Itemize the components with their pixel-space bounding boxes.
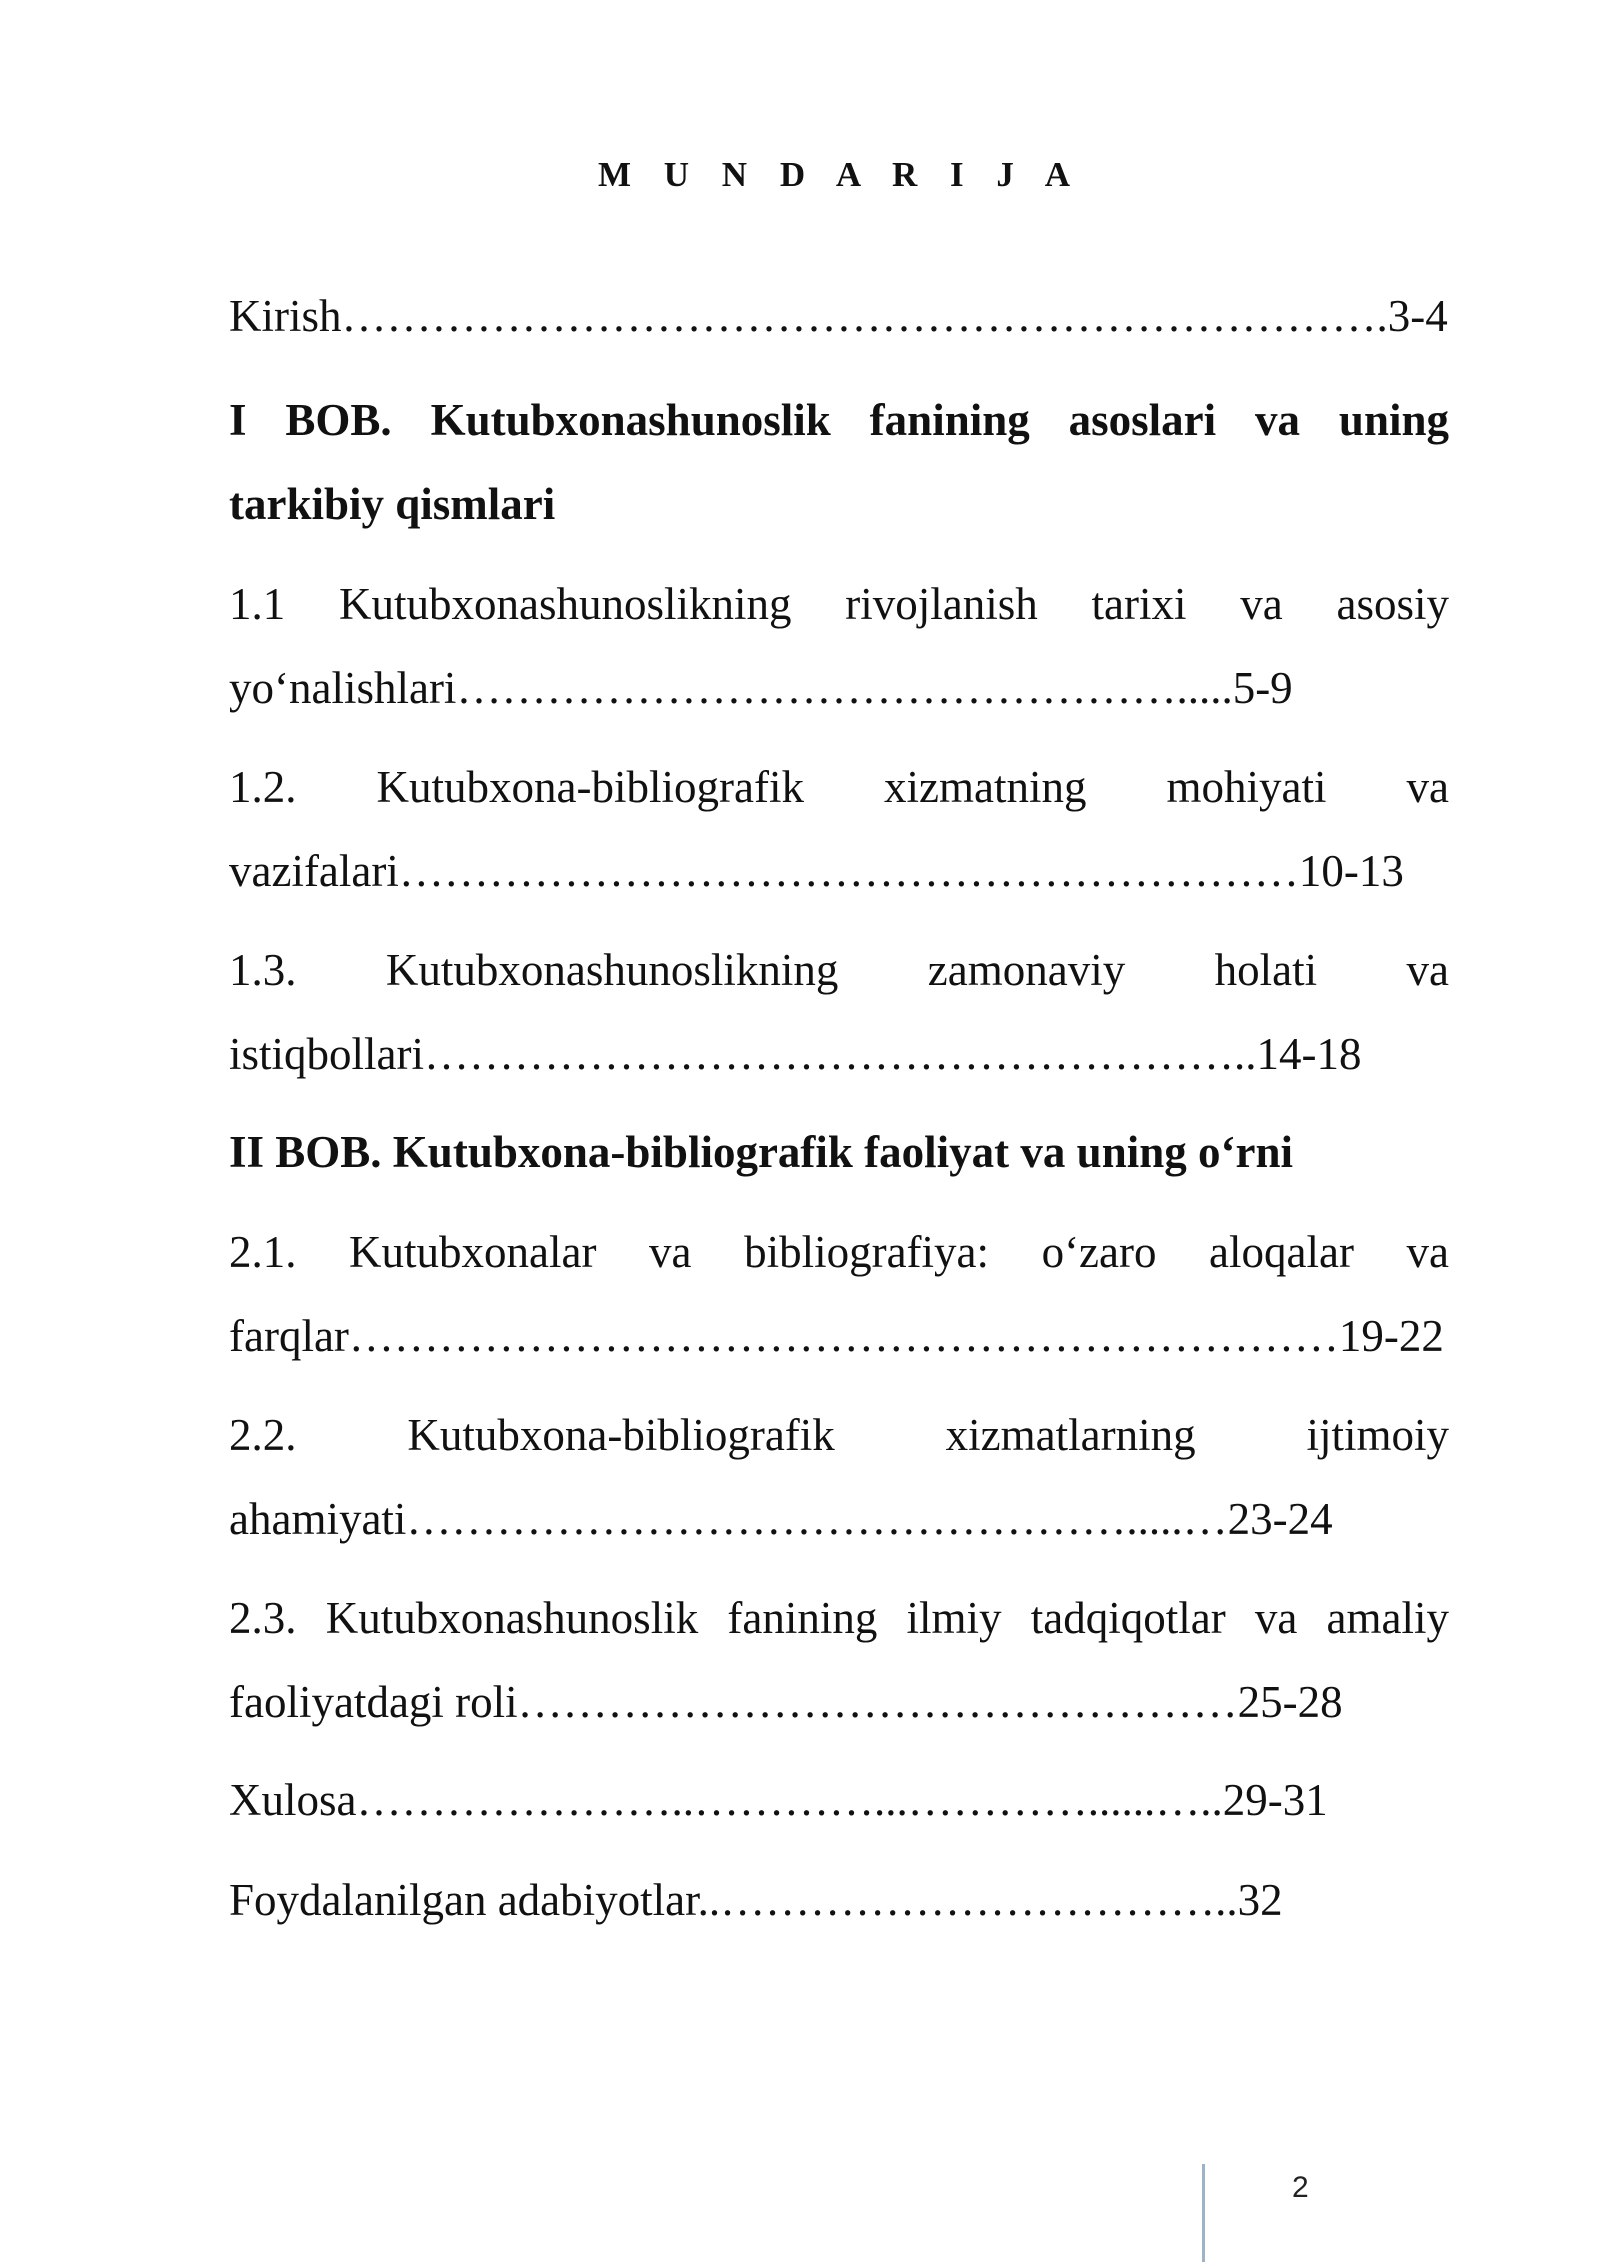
toc-line: tarkibiy qismlari	[229, 479, 556, 529]
toc-line: Xulosa…………………..…………...…………......…..29-31	[229, 1775, 1328, 1825]
toc-line: vazifalari……………………………………………………10-13	[229, 846, 1404, 896]
page-number: 2	[1292, 2171, 1309, 2204]
toc-line: farqlar…………………………………………………………19-22	[229, 1311, 1444, 1361]
toc-entry-chapter-1	[229, 378, 1449, 546]
toc-entry-introduction	[229, 274, 1449, 358]
toc-line: istiqbollari………………………………………………..14-18	[229, 1029, 1362, 1079]
toc-line: 1.1 Kutubxonashunoslikning rivojlanish tarixi va asosiy	[229, 579, 1449, 629]
toc-entry-section-2-3	[229, 1576, 1449, 1744]
toc-entry-references	[229, 1858, 1449, 1942]
page-title: M U N D A R I J A	[597, 155, 1083, 194]
toc-entry-section-1-3	[229, 928, 1449, 1096]
toc-line: 2.2. Kutubxona-bibliografik xizmatlarning ijtimoiy	[229, 1410, 1449, 1460]
toc-line: ahamiyati………………………………………….....…23-24	[229, 1494, 1333, 1544]
toc-entry-chapter-2	[229, 1110, 1449, 1194]
toc-line: 1.3. Kutubxonashunoslikning zamonaviy holati va	[229, 945, 1449, 995]
footer-divider	[1202, 2164, 1205, 2262]
toc-entry-section-2-1	[229, 1210, 1449, 1378]
toc-line: Kirish…………………………………………………………….3-4	[229, 291, 1448, 341]
toc-line: 2.1. Kutubxonalar va bibliografiya: o‘zaro aloqalar va	[229, 1227, 1449, 1277]
toc-line: 1.2. Kutubxona-bibliografik xizmatning mohiyati va	[229, 762, 1449, 812]
toc-line: 2.3. Kutubxonashunoslik fanining ilmiy tadqiqotlar va amaliy	[229, 1593, 1449, 1643]
toc-entry-section-1-2	[229, 745, 1449, 913]
toc-entry-section-1-1	[229, 562, 1449, 730]
toc-entry-conclusion	[229, 1758, 1449, 1842]
toc-line: II BOB. Kutubxona-bibliografik faoliyat va uning o‘rni	[229, 1127, 1293, 1177]
toc-line: faoliyatdagi roli…………………………………………25-28	[229, 1677, 1343, 1727]
toc-line: Foydalanilgan adabiyotlar..……………………………..32	[229, 1875, 1283, 1925]
toc-entry-section-2-2	[229, 1393, 1449, 1561]
toc-line: yo‘nalishlari………………………………………….....5-9	[229, 663, 1293, 713]
toc-line: I BOB. Kutubxonashunoslik fanining asoslari va uning	[229, 395, 1449, 445]
